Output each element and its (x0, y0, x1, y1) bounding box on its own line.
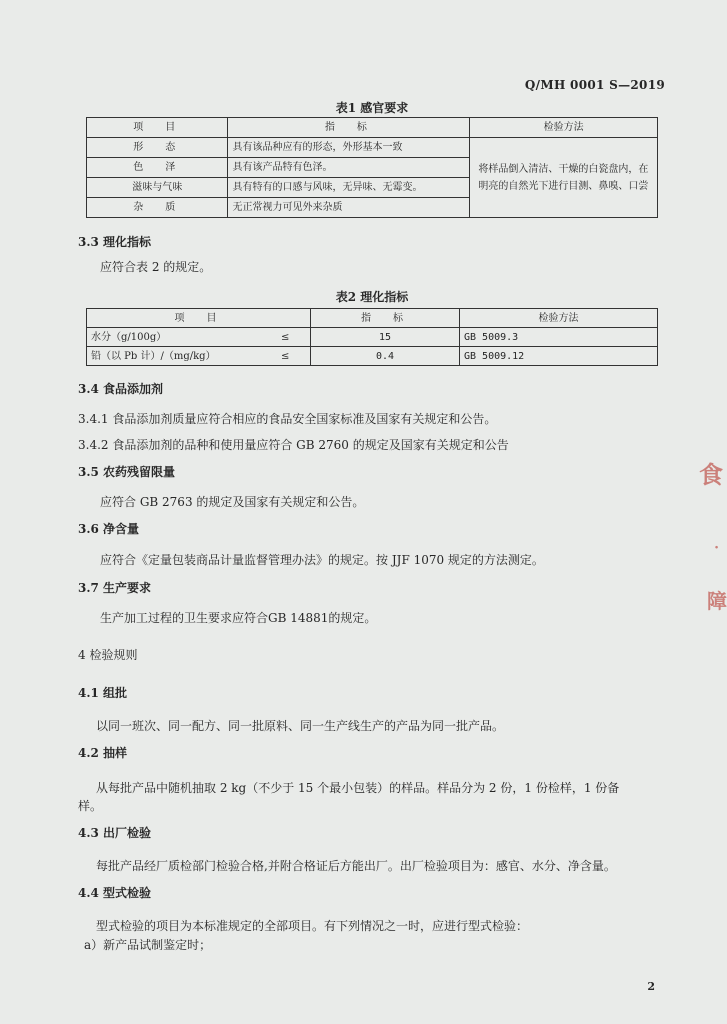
section-3-7-text: 生产加工过程的卫生要求应符合GB 14881的规定。 (100, 611, 377, 625)
table-cell: 具有该品种应有的形态，外形基本一致 (228, 138, 470, 158)
section-4-4-text: 型式检验的项目为本标准规定的全部项目。有下列情况之一时，应进行型式检验： (96, 919, 529, 933)
table-cell: 杂 质 (87, 198, 228, 218)
section-4-2-line2: 样。 (78, 799, 103, 813)
section-4-1-title: 4.1 组批 (78, 686, 128, 700)
section-3-4-title: 3.4 食品添加剂 (78, 382, 164, 396)
sensory-table (86, 117, 658, 218)
table-header-cell: 检验方法 (470, 118, 658, 138)
section-3-6-title: 3.6 净含量 (78, 522, 140, 536)
table-cell: 滋味与气味 (87, 178, 228, 198)
table-cell-value: 15 (311, 328, 460, 347)
standard-code: Q/MH 0001 S—2019 (524, 78, 665, 92)
table-header-cell: 检验方法 (460, 309, 658, 328)
section-3-7-title: 3.7 生产要求 (78, 581, 152, 595)
table2-caption: 表2 理化指标 (335, 290, 409, 304)
table-cell-operator: ≤ (260, 347, 310, 366)
section-4-3-text: 每批产品经厂质检部门检验合格,并附合格证后方能出厂。出厂检验项目为：感官、水分、净含量。 (96, 859, 616, 873)
seal-stamp-mark: · (714, 540, 719, 556)
section-4-1-text: 以同一班次、同一配方、同一批原料、同一生产线生产的产品为同一批产品。 (96, 719, 505, 733)
table-row (87, 138, 658, 158)
table1-caption: 表1 感官要求 (335, 101, 409, 115)
section-4-2-line1: 从每批产品中随机抽取 2 kg（不少于 15 个最小包装）的样品。样品分为 2 份，1 份检样，1 份备 (96, 781, 620, 795)
section-3-6-text: 应符合《定量包装商品计量监督管理办法》的规定。按 JJF 1070 规定的方法测定。 (100, 553, 544, 567)
seal-stamp-char-1: 食 (699, 460, 723, 489)
section-4-title: 4 检验规则 (78, 648, 138, 662)
table-cell-value: 0.4 (311, 347, 460, 366)
table-row (87, 347, 658, 366)
table-header-cell: 项 目 (87, 309, 311, 328)
section-3-4-2-text: 3.4.2 食品添加剂的品种和使用量应符合 GB 2760 的规定及国家有关规定和公告 (78, 438, 509, 452)
table-cell: 形 态 (87, 138, 228, 158)
table-header-cell: 指 标 (228, 118, 470, 138)
table-cell-operator: ≤ (260, 328, 310, 347)
section-3-5-title: 3.5 农药残留限量 (78, 465, 176, 479)
table-cell-method: 将样品倒入清洁、干燥的白瓷盘内，在明亮的自然光下进行目测、鼻嗅、口尝 (470, 138, 658, 218)
table-header-cell: 指 标 (311, 309, 460, 328)
section-3-3-text: 应符合表 2 的规定。 (100, 260, 212, 274)
table-header-row (87, 118, 658, 138)
table-row (87, 328, 658, 347)
table-cell: 水分（g/100g） (87, 328, 261, 347)
section-3-5-text: 应符合 GB 2763 的规定及国家有关规定和公告。 (100, 495, 365, 509)
table-header-cell: 项 目 (87, 118, 228, 138)
seal-stamp-char-2: 障 (707, 589, 727, 613)
page-number: 2 (647, 980, 655, 993)
table-cell: 具有该产品特有色泽。 (228, 158, 470, 178)
section-3-4-1-text: 3.4.1 食品添加剂质量应符合相应的食品安全国家标准及国家有关规定和公告。 (78, 412, 497, 426)
section-4-3-title: 4.3 出厂检验 (78, 826, 152, 840)
table-cell: 具有特有的口感与风味，无异味、无霉变。 (228, 178, 470, 198)
table-cell: 铅（以 Pb 计）/（mg/kg） (87, 347, 261, 366)
table-cell: 无正常视力可见外来杂质 (228, 198, 470, 218)
physchem-table (86, 308, 658, 366)
section-3-3-title: 3.3 理化指标 (78, 235, 152, 249)
table-cell: 色 泽 (87, 158, 228, 178)
section-4-4-item-a: a）新产品试制鉴定时； (84, 938, 212, 952)
section-4-2-title: 4.2 抽样 (78, 746, 128, 760)
table-header-row (87, 309, 658, 328)
section-4-4-title: 4.4 型式检验 (78, 886, 152, 900)
table-cell-method: GB 5009.12 (460, 347, 658, 366)
table-cell-method: GB 5009.3 (460, 328, 658, 347)
